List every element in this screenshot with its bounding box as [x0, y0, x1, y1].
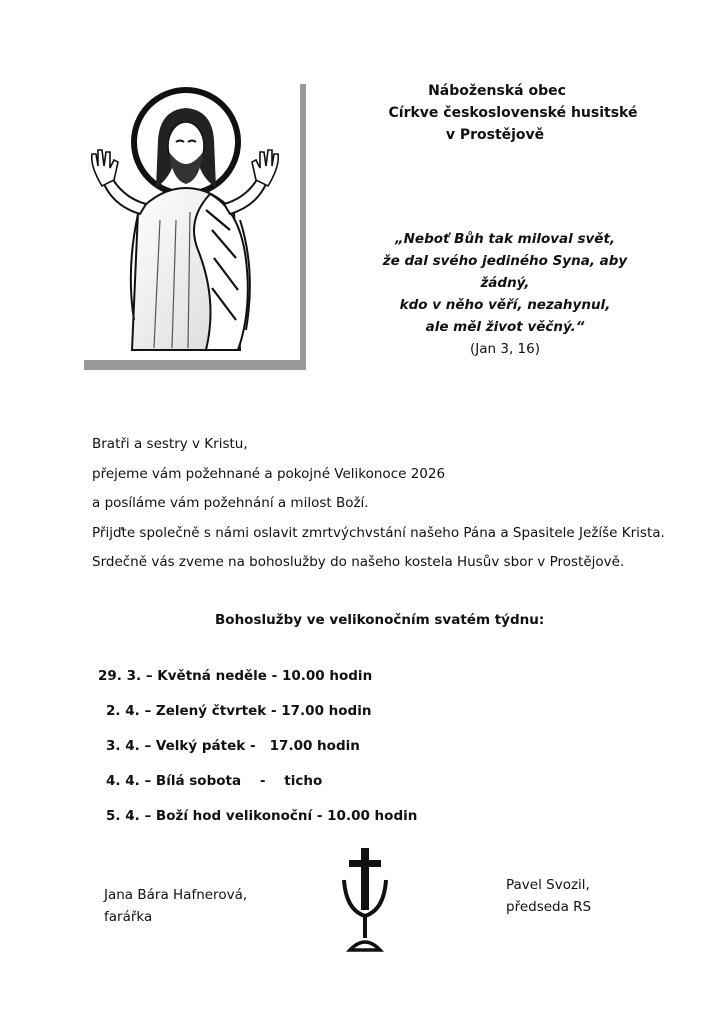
service-time: 10.00 hodin: [281, 668, 373, 684]
services-heading: Bohoslužby ve velikonočním svatém týdnu:: [215, 612, 545, 628]
signature-right: [506, 874, 591, 918]
service-item: 4. 4. – Bílá sobota - ticho: [106, 773, 323, 789]
letter-line-4: Přijďte společně s námi oslavit zmrtvýchvstání našeho Pána a Spasitele Ježíše Krista.: [92, 524, 665, 541]
bible-quote: [360, 228, 650, 360]
service-name: Boží hod velikonoční: [155, 808, 313, 824]
service-date: 2. 4.: [106, 703, 140, 719]
quote-line-2: že dal svého jediného Syna, aby žádný,: [382, 253, 628, 291]
service-name: Květná neděle: [157, 668, 267, 684]
letter-body: [92, 430, 692, 578]
letter-line-1: Bratři a sestry v Kristu,: [92, 436, 248, 452]
service-name: Bílá sobota: [155, 773, 242, 789]
service-date: 29. 3.: [98, 668, 142, 684]
service-time: 17.00 hodin: [281, 703, 372, 719]
quote-line-4: ale měl život věčný.“: [425, 319, 585, 335]
service-date: 3. 4.: [106, 738, 140, 754]
chalice-cross-emblem-icon: [340, 846, 390, 956]
letter-line-2: přejeme vám požehnané a pokojné Velikonoce 2026: [92, 465, 446, 482]
letter-line-3: a posíláme vám požehnání a milost Boží.: [92, 495, 369, 511]
service-time: 17.00 hodin: [269, 738, 360, 754]
service-item: 2. 4. – Zelený čtvrtek - 17.00 hodin: [106, 703, 372, 719]
service-item: 29. 3. – Květná neděle - 10.00 hodin: [98, 668, 373, 684]
letter-line-5: Srdečně vás zveme na bohoslužby do našeho kostela Husův sbor v Prostějově.: [92, 554, 625, 570]
service-name: Velký pátek: [155, 738, 246, 754]
signature-left-role: farářka: [104, 909, 153, 925]
organization-header: [380, 80, 638, 146]
signature-right-role: předseda RS: [506, 899, 592, 915]
service-item: 5. 4. – Boží hod velikonoční - 10.00 hodin: [106, 808, 418, 824]
org-line-2: Církve československé husitské: [388, 105, 638, 121]
service-time: 10.00 hodin: [327, 808, 418, 824]
service-time: ticho: [284, 773, 323, 789]
signature-left-name: Jana Bára Hafnerová,: [104, 887, 248, 903]
signature-left: [104, 884, 247, 928]
service-name: Zelený čtvrtek: [155, 703, 267, 719]
jesus-illustration-icon: [80, 80, 306, 370]
service-date: 4. 4.: [106, 773, 140, 789]
org-line-3: v Prostějově: [445, 127, 545, 143]
quote-line-1: „Neboť Bůh tak miloval svět,: [394, 231, 616, 247]
service-item: 3. 4. – Velký pátek - 17.00 hodin: [106, 738, 360, 754]
signature-right-name: Pavel Svozil,: [506, 877, 590, 893]
quote-reference: (Jan 3, 16): [470, 341, 540, 357]
quote-line-3: kdo v něho věří, nezahynul,: [399, 297, 611, 313]
service-date: 5. 4.: [106, 808, 140, 824]
org-line-1: Náboženská obec: [428, 83, 566, 99]
